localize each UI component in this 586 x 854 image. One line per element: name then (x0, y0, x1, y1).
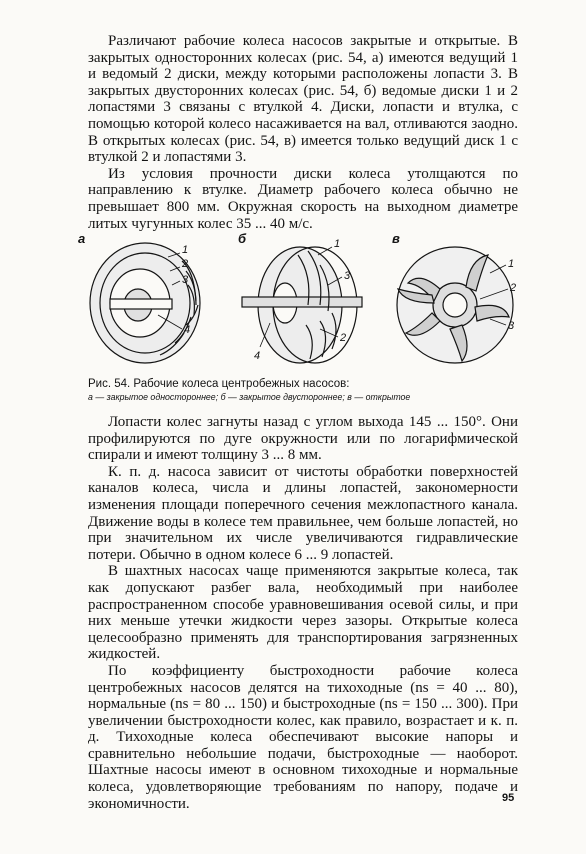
paragraph-efficiency: К. п. д. насоса зависит от чистоты обработки поверхностей каналов колеса, числа и длины лопастей, закономерности изменения площади поперечного сечения межлопастного канала. Движение воды в колесе тем правильнее, чем больше лопастей, но при значительном их числе увеличиваются гидравлические потери. Обычно в одном колесе 6 ... 9 лопастей. (88, 463, 518, 563)
label-a-4: 4 (184, 324, 191, 336)
top-text (88, 33, 518, 232)
figure-caption (88, 378, 528, 402)
paragraph-blade-shape: Лопасти колес загнуты назад с углом выхода 145 ... 150°. Они профилируются по дуге окружности или по логарифмической спирали и имеют толщину 3 ... 8 мм. (88, 414, 518, 464)
label-b-2: 2 (340, 332, 347, 344)
page-number: 95 (502, 792, 515, 804)
figure-letter-c: в (392, 231, 400, 246)
impeller-drawings (70, 225, 530, 375)
caption-title: Рис. 54. Рабочие колеса центробежных насосов: (88, 378, 350, 390)
label-c-2: 2 (510, 282, 517, 294)
label-b-3: 3 (344, 270, 351, 282)
label-b-1: 1 (334, 238, 341, 250)
label-c-3: 3 (508, 320, 515, 332)
impeller-closed-double-drawing (242, 247, 362, 363)
label-b-4: 4 (254, 350, 261, 362)
label-a-1: 1 (182, 244, 189, 256)
paragraph-disc-strength: Из условия прочности диски колеса утолщаются по направлению к втулке. Диаметр рабочего колеса обычно не превышает 800 мм. Окружная скорость на выходном диаметре литых чугунных колес 35 ... 40 м/с. (88, 165, 518, 232)
label-a-3: 3 (182, 274, 189, 286)
paragraph-impeller-types: Различают рабочие колеса насосов закрытые и открытые. В закрытых односторонних колесах (рис. 54, а) имеются ведущий 1 и ведомый 2 диски, между которыми расположены лопасти 3. В закрытых двусторонних колесах (рис. 54, б) ведомые диски 1 и 2 лопастями 3 связаны с втулкой 4. Диски, лопасти и втулка, с помощью которой колесо насаживается на вал, отливаются заодно. В открытых колесах (рис. 54, в) имеется только ведущий диск 1 с втулкой 2 и лопастями 3. (88, 33, 518, 166)
figure-letter-b: б (238, 231, 247, 246)
label-c-1: 1 (508, 258, 515, 270)
label-a-2: 2 (182, 258, 189, 270)
impeller-open-drawing (397, 247, 513, 363)
paragraph-specific-speed: По коэффициенту быстроходности рабочие колеса центробежных насосов делятся на тихоходные (ns = 40 ... 80), нормальные (ns = 80 ... 150) и быстроходные (ns = 150 ... 300). При увеличении быстроходности колес, как правило, возрастает и к. п. д. Тихоходные колеса обеспечивают высокие напоры и сравнительно небольшие подачи, быстроходные — наоборот. Шахтные насосы имеют в основном тихоходные и нормальные колеса, удовлетворяющие требованиям по напору, подаче и экономичности. (88, 662, 518, 812)
paragraph-mine-pumps: В шахтных насосах чаще применяются закрытые колеса, так как допускают разбег вала, необходимый при наиболее распространенном способе уравновешивания осевой силы, и при них меньше утечки жидкости через зазоры. Открытые колеса целесообразно применять для транспортирования загрязненных жидкостей. (88, 563, 518, 663)
bottom-text (88, 414, 518, 812)
caption-legend: а — закрытое одностороннее; б — закрытое двустороннее; в — открытое (88, 392, 411, 402)
figure-54 (70, 225, 530, 385)
figure-letter-a: а (78, 231, 86, 246)
